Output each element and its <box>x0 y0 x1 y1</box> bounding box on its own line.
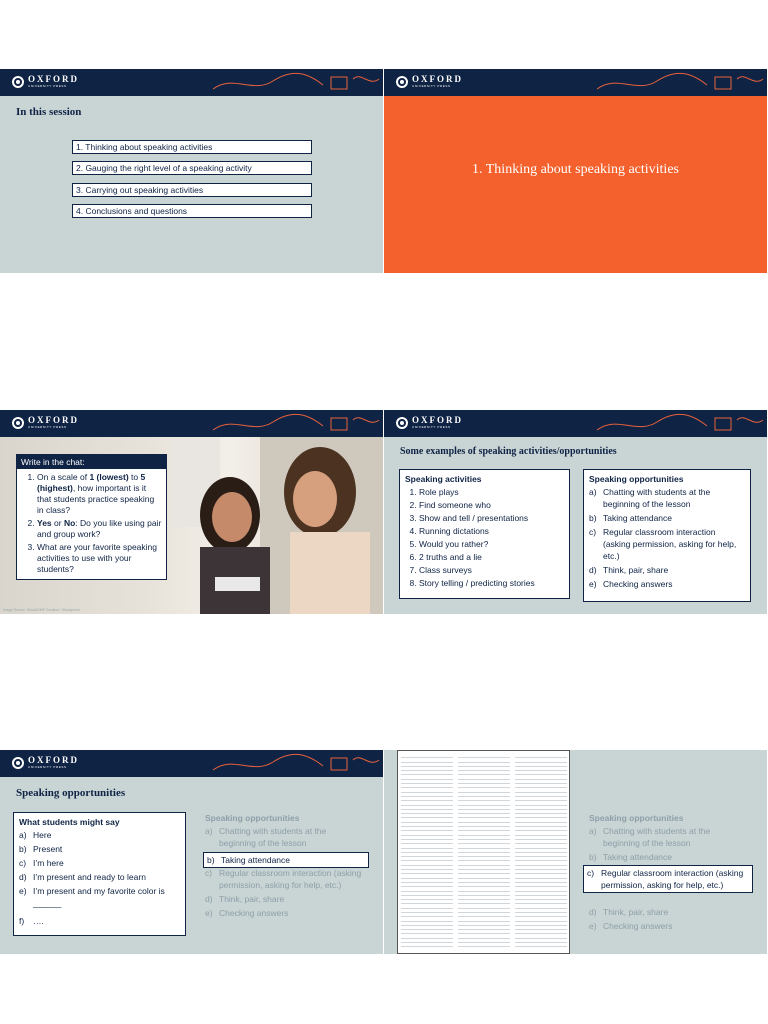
faded-heading: Speaking opportunities <box>589 813 684 823</box>
slide-title: In this session <box>16 106 82 118</box>
faded-item: e) Checking answers <box>589 921 673 931</box>
faded-heading: Speaking opportunities <box>205 813 300 823</box>
question-3: 3. What are your favorite speaking activities to use with your students? <box>37 542 162 575</box>
header-decoration-icon <box>597 69 767 96</box>
faded-item: a) Chatting with students at the beginning of the lesson <box>589 826 711 848</box>
slide-header <box>384 69 767 96</box>
activity-item: 4. Running dictations <box>419 525 564 538</box>
response-item: f) …. <box>19 916 44 926</box>
logo-mark-icon <box>396 417 408 429</box>
student-responses-panel <box>13 812 186 936</box>
worksheet-column <box>515 754 567 950</box>
opportunity-item: a) Chatting with students at the beginning of the lesson <box>589 487 711 509</box>
response-item: c) I’m here <box>19 858 64 868</box>
logo-mark-icon <box>12 757 24 769</box>
agenda-item[interactable]: 1. Thinking about speaking activities <box>72 140 312 154</box>
chat-prompt-box <box>16 454 167 580</box>
faded-item: a) Chatting with students at the beginning of the lesson <box>205 826 327 848</box>
worksheet-column <box>458 754 510 950</box>
question-2: 2. Yes or No: Do you like using pair and group work? <box>37 518 162 540</box>
activity-item: 1. Role plays <box>419 486 564 499</box>
opportunities-panel <box>583 469 751 602</box>
response-item: a) Here <box>19 830 52 840</box>
agenda-item[interactable]: 3. Carrying out speaking activities <box>72 183 312 197</box>
slide-header <box>0 410 383 437</box>
slide-header <box>384 410 767 437</box>
logo-name: OXFORD <box>412 415 463 425</box>
slide-header <box>0 750 383 777</box>
slide-worksheet-opportunities <box>384 750 767 954</box>
logo-tagline: UNIVERSITY PRESS <box>28 84 67 88</box>
oxford-logo <box>12 416 79 429</box>
header-decoration-icon <box>597 410 767 437</box>
logo-mark-icon <box>12 417 24 429</box>
opportunity-item: e) Checking answers <box>589 579 673 589</box>
slide-speaking-examples <box>384 410 767 614</box>
slide-in-this-session <box>0 69 383 273</box>
activity-item: 8. Story telling / predicting stories <box>419 577 564 590</box>
logo-mark-icon <box>12 76 24 88</box>
section-title: 1. Thinking about speaking activities <box>472 162 679 177</box>
opportunity-item: b) Taking attendance <box>589 513 672 523</box>
header-decoration-icon <box>213 750 383 777</box>
logo-mark-icon <box>396 76 408 88</box>
faded-item: b) Taking attendance <box>589 852 672 862</box>
header-decoration-icon <box>213 69 383 96</box>
faded-item: d) Think, pair, share <box>205 894 285 904</box>
faded-item: e) Checking answers <box>205 908 289 918</box>
oxford-logo <box>396 75 463 88</box>
oxford-logo <box>396 416 463 429</box>
agenda-item[interactable]: 2. Gauging the right level of a speaking activity <box>72 161 312 175</box>
oxford-logo <box>12 756 79 769</box>
response-item: b) Present <box>19 844 63 854</box>
slide-speaking-opportunities <box>0 750 383 954</box>
slide-title: Some examples of speaking activities/opportunities <box>400 446 617 457</box>
activity-item: 6. 2 truths and a lie <box>419 551 564 564</box>
response-item: d) I’m present and ready to learn <box>19 872 146 882</box>
logo-tagline: UNIVERSITY PRESS <box>412 84 451 88</box>
activity-item: 2. Find someone who <box>419 499 564 512</box>
logo-tagline: UNIVERSITY PRESS <box>412 425 451 429</box>
activities-heading: Speaking activities <box>405 474 482 484</box>
logo-name: OXFORD <box>28 74 79 84</box>
activity-item: 7. Class surveys <box>419 564 564 577</box>
highlighted-opportunity: c) Regular classroom interaction (asking permission, asking for help, etc.) <box>583 865 753 893</box>
image-credit: Image Source: iStock/DMP Creative / iStockphoto <box>3 608 81 612</box>
oxford-logo <box>12 75 79 88</box>
opportunities-heading: Speaking opportunities <box>589 474 684 484</box>
logo-name: OXFORD <box>28 415 79 425</box>
activity-item: 3. Show and tell / presentations <box>419 512 564 525</box>
opportunity-item: d) Think, pair, share <box>589 565 669 575</box>
logo-name: OXFORD <box>412 74 463 84</box>
slide-write-in-chat <box>0 410 383 614</box>
slide-title: Speaking opportunities <box>16 787 126 799</box>
highlighted-opportunity: b) Taking attendance <box>203 852 369 868</box>
agenda-item[interactable]: 4. Conclusions and questions <box>72 204 312 218</box>
logo-tagline: UNIVERSITY PRESS <box>28 765 67 769</box>
logo-tagline: UNIVERSITY PRESS <box>28 425 67 429</box>
header-decoration-icon <box>213 410 383 437</box>
worksheet-column <box>401 754 453 950</box>
chat-header: Write in the chat: <box>17 455 166 469</box>
responses-heading: What students might say <box>19 817 120 827</box>
activities-panel <box>399 469 570 599</box>
slide-header <box>0 69 383 96</box>
faded-item: d) Think, pair, share <box>589 907 669 917</box>
logo-name: OXFORD <box>28 755 79 765</box>
response-item: e) I’m present and my favorite color is ______ <box>19 886 165 908</box>
activity-item: 5. Would you rather? <box>419 538 564 551</box>
slide-section-title <box>384 69 767 273</box>
faded-item: c) Regular classroom interaction (asking permission, asking for help, etc.) <box>205 868 362 890</box>
question-1: 1. On a scale of 1 (lowest) to 5 (highest), how important is it that students practice speaking in class? <box>37 472 162 516</box>
opportunity-item: c) Regular classroom interaction (asking permission, asking for help, etc.) <box>589 527 737 561</box>
worksheet-thumbnail <box>397 750 570 954</box>
